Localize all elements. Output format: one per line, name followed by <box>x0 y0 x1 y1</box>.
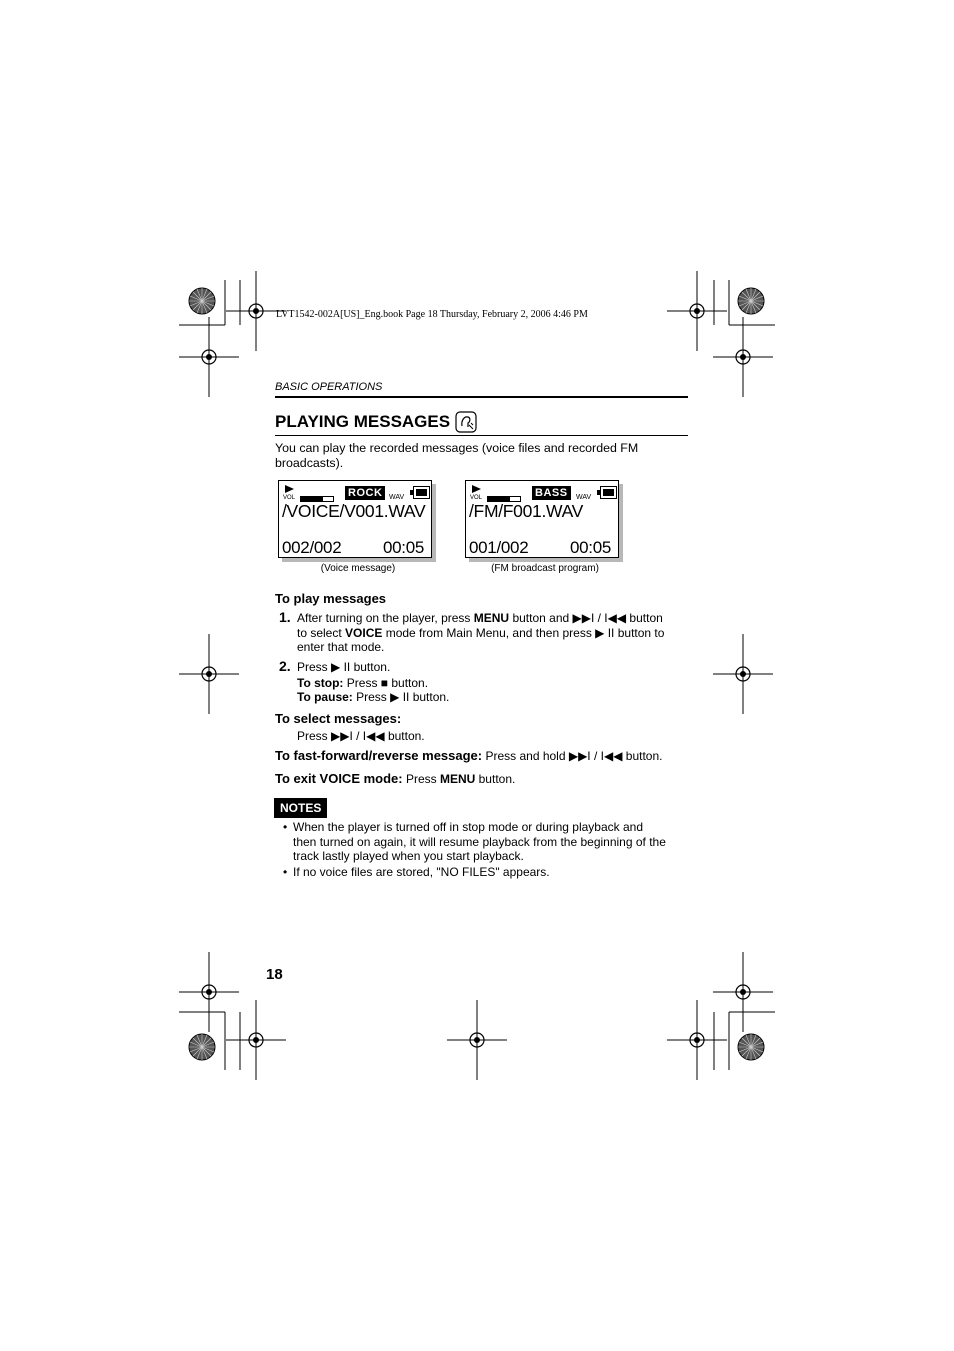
page-title-row <box>275 411 477 433</box>
caption-voice: (Voice message) <box>320 563 396 574</box>
format-label: WAV <box>576 494 592 501</box>
play-pause-key: ▶ II <box>331 660 351 674</box>
skip-keys: ▶▶I / I◀◀ <box>331 729 385 743</box>
page-number: 18 <box>266 966 283 983</box>
file-name: /VOICE/V001.WAV <box>282 501 426 521</box>
step-number: 1. <box>279 609 291 625</box>
page-title: PLAYING MESSAGES <box>275 412 451 431</box>
voice-key: VOICE <box>345 625 383 640</box>
step-number: 2. <box>279 658 291 674</box>
elapsed-time: 00:05 <box>570 538 612 557</box>
file-header: LVT1542-002A[US]_Eng.book Page 18 Thursday, February 2, 2006 4:46 PM <box>276 309 588 320</box>
select-text: Press ▶▶I / I◀◀ button. <box>297 729 425 743</box>
stop-key: ■ <box>380 676 389 690</box>
eq-badge: BASS <box>532 486 571 500</box>
select-heading: To select messages: <box>275 711 402 726</box>
lcd-voice <box>278 480 432 558</box>
skip-keys: ▶▶I / I◀◀ <box>568 749 623 763</box>
elapsed-time: 00:05 <box>383 538 425 557</box>
voice-mode-icon <box>455 411 477 433</box>
file-name: /FM/F001.WAV <box>469 501 584 521</box>
caption-fm: (FM broadcast program) <box>491 563 599 574</box>
notes-list <box>283 820 693 879</box>
track-number: 002/002 <box>282 538 342 557</box>
vol-label: VOL <box>283 495 296 501</box>
notes-badge: NOTES <box>274 798 327 818</box>
skip-keys: ▶▶I / I◀◀ <box>572 611 627 625</box>
ff-line: To fast-forward/reverse message: Press and hold ▶▶I / I◀◀ button. <box>275 748 663 763</box>
step-1-text: After turning on the player, press MENU button and ▶▶I / I◀◀ button to select VOICE mode from Main Menu, and then press ▶ II button to enter that mode. <box>297 611 665 654</box>
play-pause-key: ▶ II <box>595 625 615 640</box>
stop-line: To stop: Press ■ button. <box>297 676 429 690</box>
eq-badge: ROCK <box>345 486 385 500</box>
lcd-fm <box>465 480 619 558</box>
note-item: • When the player is turned off in stop mode or during playback and then turned on again, it will resume playback from the beginning of the track lastly played when you start playback. <box>283 820 666 863</box>
format-label: WAV <box>389 494 405 501</box>
intro-text: You can play the recorded messages (voice files and recorded FM broadcasts). <box>275 441 639 470</box>
exit-line: To exit VOICE mode: Press MENU button. <box>275 771 516 786</box>
section-label: BASIC OPERATIONS <box>275 381 383 393</box>
battery-icon <box>600 486 617 499</box>
play-icon <box>472 485 481 493</box>
menu-key: MENU <box>439 772 476 786</box>
pause-line: To pause: Press ▶ II button. <box>297 690 450 704</box>
vol-label: VOL <box>470 495 483 501</box>
step-2-text: Press ▶ II button. <box>297 660 391 674</box>
play-pause-key: ▶ II <box>390 690 410 704</box>
note-item: • If no voice files are stored, "NO FILES" appears. <box>283 864 550 879</box>
play-heading: To play messages <box>275 591 387 606</box>
battery-icon <box>413 486 430 499</box>
play-icon <box>285 485 294 493</box>
section-rule <box>275 396 688 398</box>
track-number: 001/002 <box>469 538 529 557</box>
menu-key: MENU <box>473 611 510 625</box>
title-rule <box>275 435 688 436</box>
